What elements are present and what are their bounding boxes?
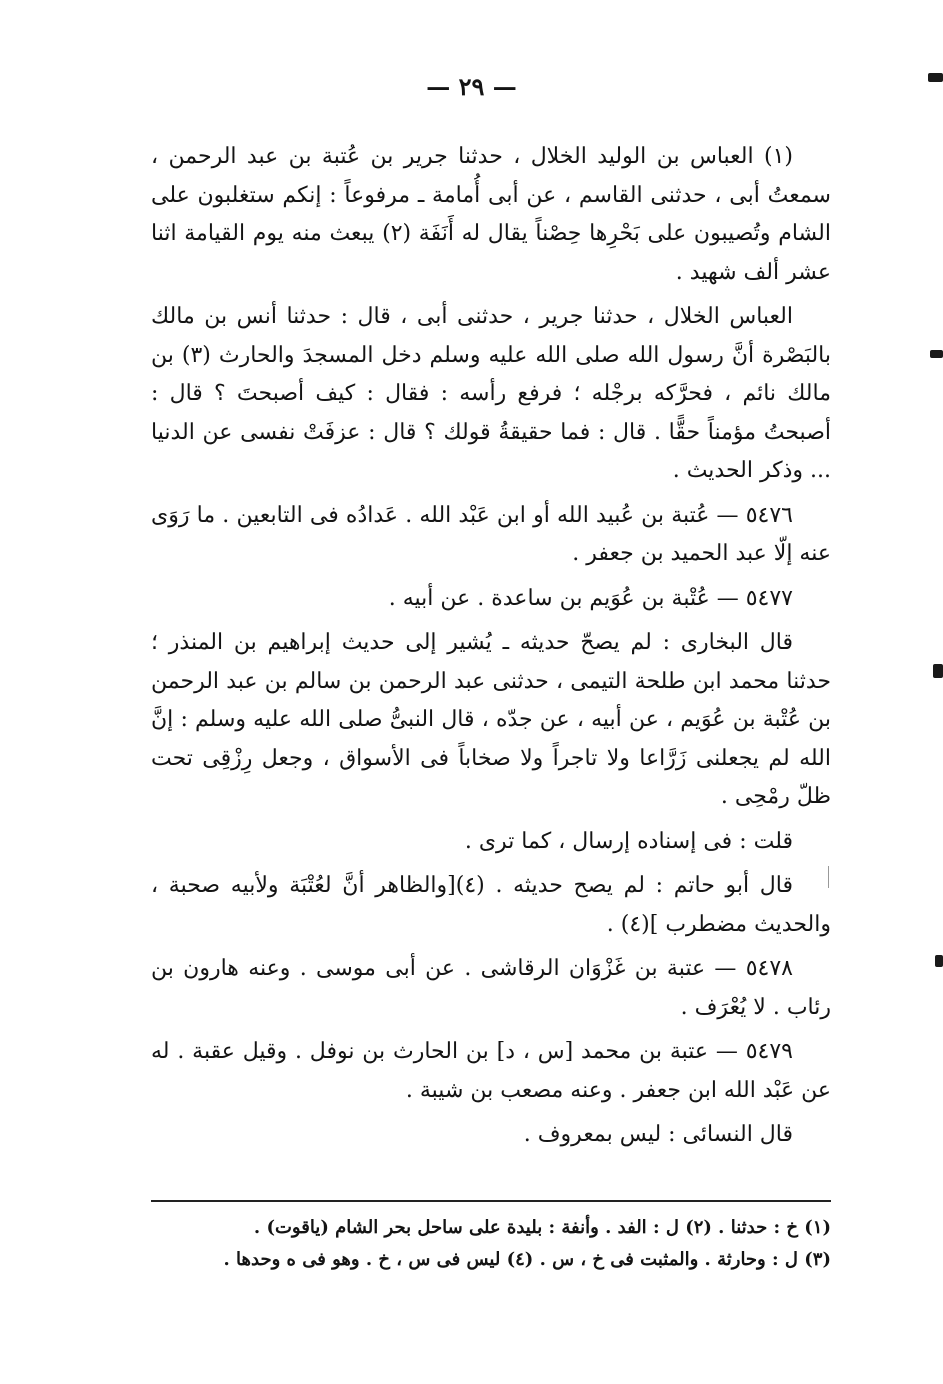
footnote-line-2: (٣) ل : وحارثة . والمثبت فى خ ، س . (٤) ليس فى س ، خ . وهو فى ه وحدها . [223, 1249, 831, 1270]
scan-margin-tick [828, 866, 829, 888]
entry-5479: ٥٤٧٩ — عتبة بن محمد [س ، د] بن الحارث بن نوفل . وقيل عقبة . له عن عَبْد الله ابن جعفر . وعنه مصعب بن شيبة . [151, 1039, 831, 1103]
entry-5476: ٥٤٧٦ — عُتبة بن عُبيد الله أو ابن عَبْد الله . عَدادُه فى التابعين . ما رَوَى عنه إلّا عبد الحميد بن جعفر . [151, 502, 831, 566]
paragraph-note-isnad: قلت : فى إسناده إرسال ، كما ترى . [464, 828, 793, 854]
entry-5477: ٥٤٧٧ — عُتْبة بن عُوَيم بن ساعدة . عن أبيه . [388, 585, 793, 611]
paragraph-hadith-abbas-2: العباس الخلال ، حدثنا جرير ، حدثنى أبى ، قال : حدثنا أنس بن مالك بالبَصْرة أنَّ رسول الله صلى الله عليه وسلم دخل المسجدَ والحارث (٣) بن مالك نائم ، فحرَّكه برجْله ؛ فرفع رأسه : فقال : كيف أصبحتَ ؟ قال : أصبحتُ مؤمناً حقًّا . قال : فما حقيقةُ قولك ؟ قال : عزفَتْ نفسى عن الدنيا ... وذكر الحديث . [151, 304, 831, 483]
scan-edge-mark-4 [935, 955, 943, 967]
footnote-rule [151, 1200, 831, 1202]
scan-edge-mark-2 [930, 350, 943, 358]
paragraph-abu-hatim: قال أبو حاتم : لم يصح حديثه . (٤)[والظاهر أنَّ لعُتْبَة ولأبيه صحبة ، والحديث مضطرب ](٤) . [151, 873, 831, 937]
footnotes [151, 1200, 831, 1276]
entry-5478: ٥٤٧٨ — عتبة بن غَزْوَان الرقاشى . عن أبى موسى . وعنه هارون بن رئاب . لا يُعْرَف . [151, 956, 831, 1020]
scan-edge-mark-3 [933, 664, 943, 678]
main-text [151, 138, 831, 1161]
scan-edge-mark-1 [928, 73, 943, 82]
page-number: — ٢٩ — [426, 72, 517, 101]
paragraph-hadith-abbas-1: (١) العباس بن الوليد الخلال ، حدثنا جرير بن عُتبة بن عبد الرحمن ، سمعتُ أبى ، حدثنى القاسم ، عن أبى أُمامة ـ مرفوعاً : إنكم ستغلبون على الشام وتُصيبون على بَحْرِها حِصْناً يقال له أَنَفَة (٢) يبعث منه يوم القيامة اثنا عشر ألف شهيد . [151, 144, 831, 285]
footnote-line-1: (١) خ : حدثنا . (٢) ل : الفد . وأنفة : بليدة على ساحل بحر الشام (ياقوت) . [253, 1217, 831, 1238]
paragraph-bukhari-quote: قال البخارى : لم يصحّ حديثه ـ يُشير إلى حديث إبراهيم بن المنذر ؛ حدثنا محمد ابن طلحة التيمى ، حدثنى عبد الرحمن بن سالم بن عبد الرحمن بن عُتْبة بن عُوَيم ، عن أبيه ، عن جدّه ، قال النبىُّ صلى الله عليه وسلم : إنَّ الله لم يجعلنى زَرَّاعا ولا تاجراً ولا صخاباً فى الأسواق ، وجعل رِزْقِى تحت ظلّ رمْحِى . [151, 630, 831, 809]
paragraph-nasai: قال النسائى : ليس بمعروف . [523, 1122, 793, 1147]
